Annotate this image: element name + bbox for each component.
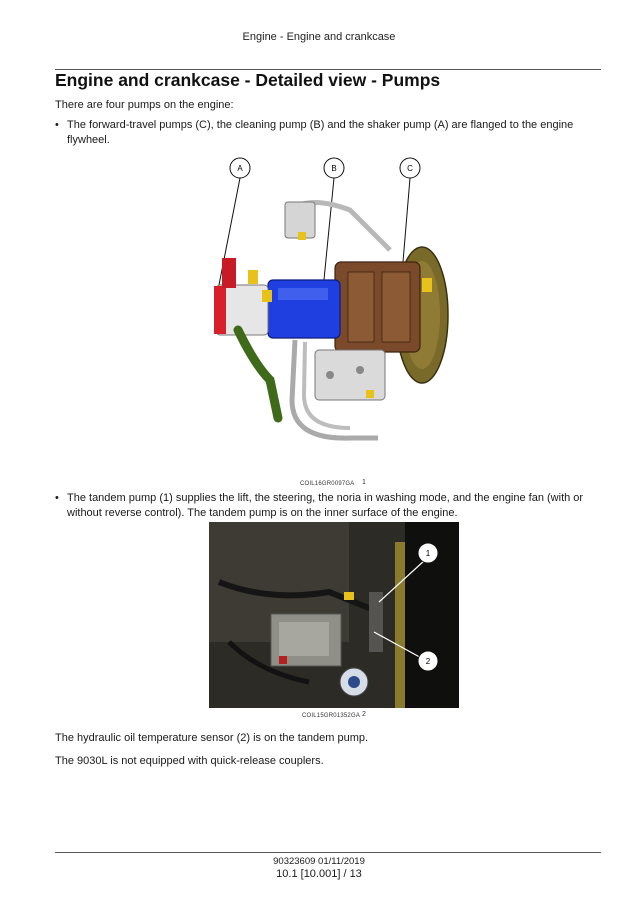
shaker-pump-valve (222, 258, 236, 288)
travel-pump-fitting (422, 278, 432, 292)
callout-a-label: A (237, 164, 243, 173)
photo-red-part (279, 656, 287, 664)
figure-2-tandem-pump-photo (209, 522, 459, 708)
bullet-text: The forward-travel pumps (C), the cleaning pump (B) and the shaker pump (A) are flanged to the engine flywheel. (67, 119, 574, 146)
cleaning-pump-highlight (278, 288, 328, 300)
lower-valve-port (326, 371, 334, 379)
callout-b (324, 158, 344, 178)
figure-1-pump-illustration (200, 150, 460, 460)
callout-2-label: 2 (425, 657, 431, 666)
running-header: Engine - Engine and crankcase (242, 31, 396, 43)
photo-module-panel (279, 622, 329, 656)
callout-2 (418, 651, 438, 671)
callout-c (400, 158, 420, 178)
figure-2-number: 2 (362, 711, 366, 718)
footer-page-number: 10.1 [10.001] / 13 (276, 868, 362, 880)
callout-a (230, 158, 250, 178)
intro-paragraph: There are four pumps on the engine: (55, 99, 234, 111)
callout-b-label: B (331, 164, 337, 173)
sensor-paragraph: The hydraulic oil temperature sensor (2) is on the tandem pump. (55, 732, 369, 744)
bullet-dot: • (55, 119, 59, 131)
couplers-paragraph: The 9030L is not equipped with quick-release couplers. (55, 755, 324, 767)
figure-1-code: COIL16GR0097GA (300, 481, 355, 487)
lower-fitting (366, 390, 374, 398)
bullet-text: The tandem pump (1) supplies the lift, the steering, the noria in washing mode, and the engine fan (with or without reverse control). The tandem pump is on the inner surface of the engine. (67, 492, 584, 519)
callout-c-label: C (407, 164, 413, 173)
lower-valve-port (356, 366, 364, 374)
shaker-pump-fitting (248, 270, 258, 284)
footer-doc-code: 90323609 01/11/2019 (273, 856, 365, 867)
callout-1 (418, 543, 438, 563)
lower-valve-housing (315, 350, 385, 400)
shaker-pump-red-block (214, 286, 226, 334)
callout-1-label: 1 (425, 549, 431, 558)
upper-fitting (298, 232, 306, 240)
footer-rule (55, 852, 601, 853)
green-hose (238, 330, 278, 418)
photo-yellow-cap (344, 592, 354, 600)
photo-frame-stripe (395, 542, 405, 708)
travel-pump-section (382, 272, 410, 342)
shaker-pump-fitting (262, 290, 272, 302)
figure-1-number: 1 (362, 479, 366, 486)
bullet-dot: • (55, 492, 59, 504)
photo-filter-logo (348, 676, 360, 688)
figure-2-code: COIL15GR01352GA (302, 713, 361, 719)
section-title: Engine and crankcase - Detailed view - Pumps (55, 70, 441, 90)
travel-pump-section (348, 272, 374, 342)
